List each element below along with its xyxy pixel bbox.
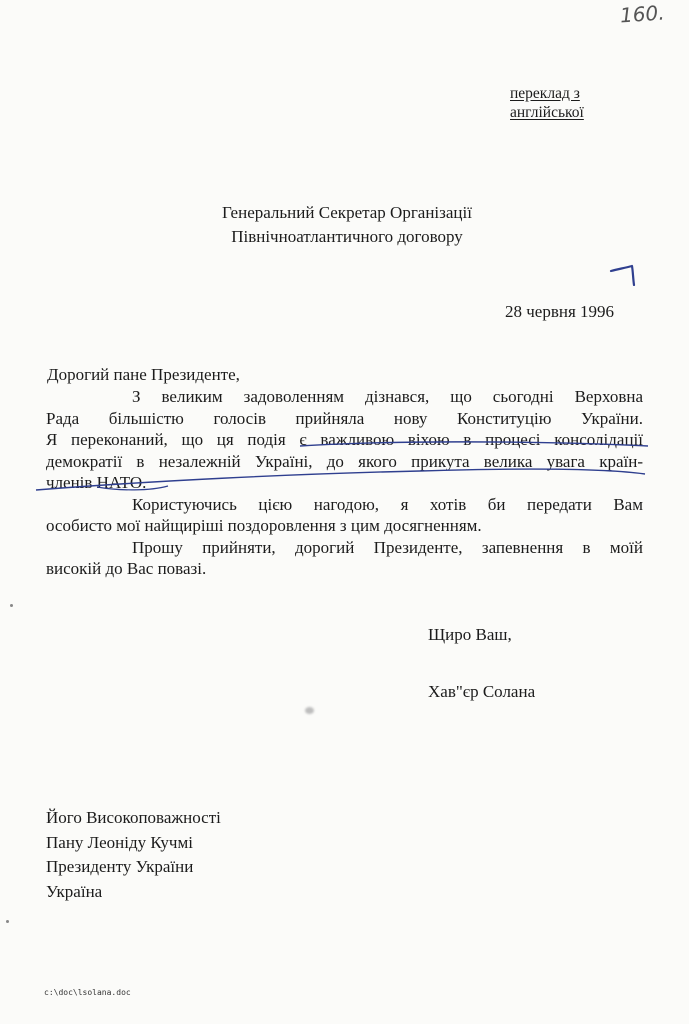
body-line: демократії в незалежній Україні, до якого прикута велика увага країн- <box>46 451 643 471</box>
signature-name: Хав"єр Солана <box>428 682 536 701</box>
closing: Щиро Ваш, <box>428 625 512 644</box>
letter-body <box>46 386 643 580</box>
addressee-line: Україна <box>46 881 103 901</box>
body-line: високій до Вас повазі. <box>46 559 207 578</box>
addressee-line: Пану Леоніду Кучмі <box>46 832 193 852</box>
body-line: Прошу прийняти, дорогий Президенте, запевнення в моїй <box>132 537 643 557</box>
translation-note-line: переклад з <box>510 85 580 102</box>
handwritten-tick-icon <box>609 262 643 286</box>
sender-line: Північноатлантичного договору <box>231 227 463 246</box>
sender-line: Генеральний Секретар Організації <box>222 203 472 222</box>
translation-note-line: англійської <box>510 104 584 121</box>
addressee-line: Президенту України <box>46 857 194 876</box>
paper-speck <box>6 920 9 923</box>
body-line: Користуючись цією нагодою, я хотів би передати Вам <box>132 494 643 514</box>
translation-note <box>510 84 584 122</box>
body-line: членів НАТО. <box>46 473 147 492</box>
ink-smudge <box>305 707 314 714</box>
body-line: Я переконаний, що ця подія є важливою віхою в процесі консолідації <box>46 430 643 449</box>
file-path: c:\doc\lsolana.doc <box>44 988 131 997</box>
letter-date: 28 червня 1996 <box>505 302 615 321</box>
body-line: З великим задоволенням дізнався, що сьогодні Верховна <box>132 387 643 406</box>
sender-title <box>0 201 689 249</box>
addressee-block <box>46 806 221 904</box>
body-line: особисто мої найщиріші поздоровлення з цим досягненням. <box>46 516 482 535</box>
addressee-line: Його Високоповажності <box>46 808 221 827</box>
salutation: Дорогий пане Президенте, <box>47 365 240 384</box>
body-line: Рада більшістю голосів прийняла нову Конституцію України. <box>46 408 643 428</box>
page-number: 160. <box>619 0 666 28</box>
paper-speck <box>10 604 13 607</box>
